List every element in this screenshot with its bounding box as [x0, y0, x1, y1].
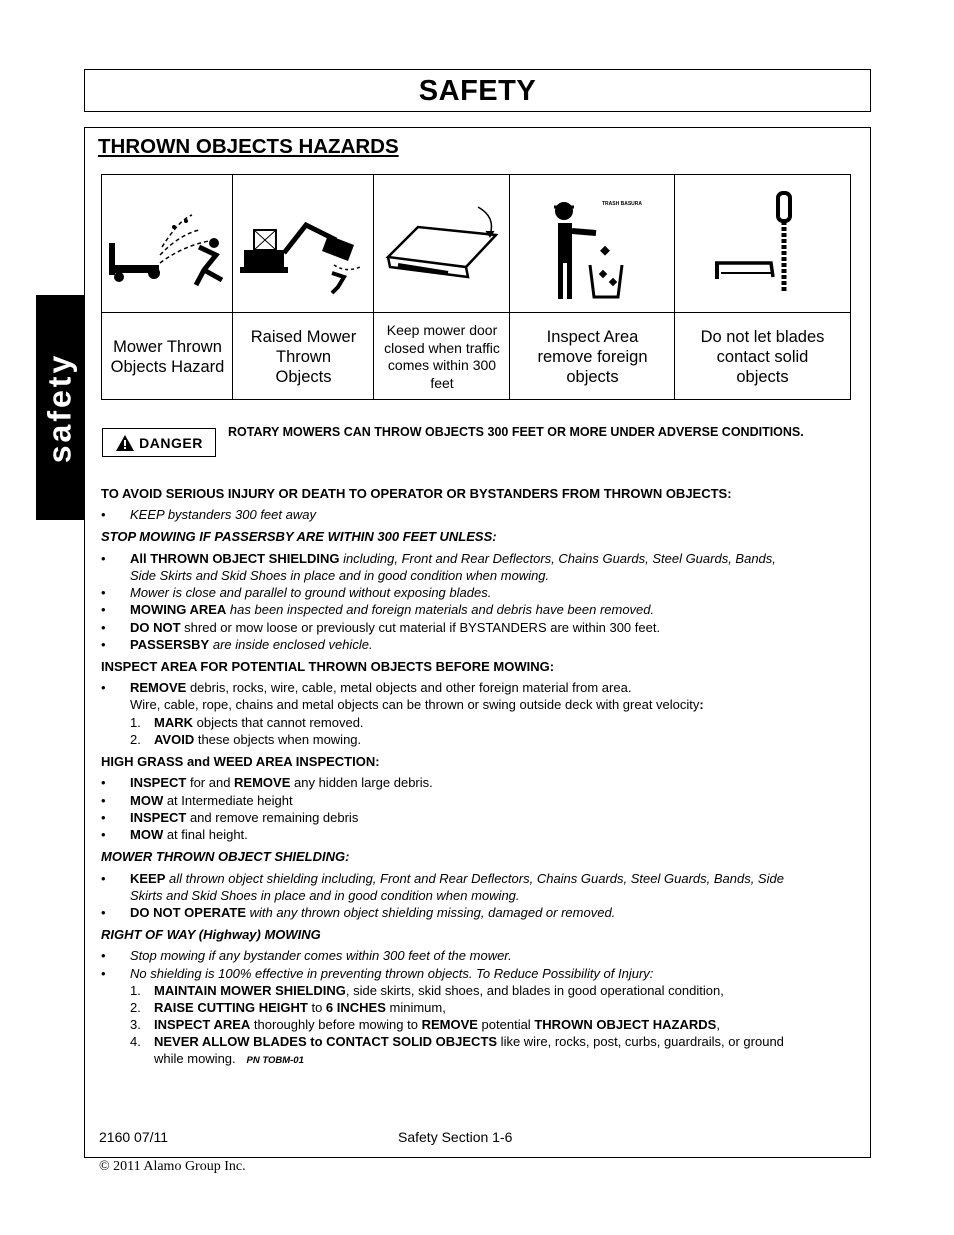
bullet: • [101, 793, 106, 808]
list-item: Mower is close and parallel to ground without exposing blades. [130, 585, 492, 600]
numbered-item: 1. [130, 983, 141, 998]
list-item: DO NOT shred or mow loose or previously cut material if BYSTANDERS are within 300 feet. [130, 620, 661, 635]
numbered-item: 3. [130, 1017, 141, 1032]
bullet: • [101, 551, 106, 566]
hazard-pictogram-table [101, 174, 851, 400]
bullet: • [101, 585, 106, 600]
numbered-item-text: RAISE CUTTING HEIGHT to 6 INCHES minimum, [154, 1000, 446, 1015]
list-item: No shielding is 100% effective in preventing thrown objects. To Reduce Possibility of Injury: [130, 966, 654, 981]
caption-raised-mower: Raised Mower Thrown Objects [250, 328, 357, 386]
bullet: • [101, 637, 106, 652]
list-item: KEEP all thrown object shielding including, Front and Rear Deflectors, Chains Guards, Steel Guards, Bands, Side [130, 871, 784, 886]
caption-inspect-area: Inspect Area remove foreign objects [537, 328, 648, 386]
mower-door-icon [378, 195, 506, 305]
bullet: • [101, 775, 106, 790]
list-item: REMOVE debris, rocks, wire, cable, metal objects and other foreign material from area. [130, 680, 632, 695]
numbered-item: 2. [130, 732, 141, 747]
bullet: • [101, 871, 106, 886]
right-of-way-heading: RIGHT OF WAY (Highway) MOWING [101, 927, 321, 942]
list-item: INSPECT for and REMOVE any hidden large debris. [130, 775, 433, 790]
bullet: • [101, 620, 106, 635]
list-item-continued: Side Skirts and Skid Shoes in place and in good condition when mowing. [130, 568, 550, 583]
table-row-separator [102, 312, 850, 313]
list-item: DO NOT OPERATE with any thrown object shielding missing, damaged or removed. [130, 905, 616, 920]
caption-keep-door-closed: Keep mower door closed when traffic comes within 300 feet [384, 322, 500, 391]
list-item-continued: Wire, cable, rope, chains and metal objects can be thrown or swing outside deck with great velocity: [130, 697, 704, 712]
footer-doc-code: 2160 07/11 [99, 1129, 169, 1145]
list-item: MOW at Intermediate height [130, 793, 293, 808]
list-item: PASSERSBY are inside enclosed vehicle. [130, 637, 373, 652]
keep-bystanders-text: KEEP bystanders 300 feet away [130, 507, 316, 522]
numbered-item-text: NEVER ALLOW BLADES to CONTACT SOLID OBJECTS like wire, rocks, post, curbs, guardrails, or ground [154, 1034, 784, 1049]
list-item: MOWING AREA has been inspected and foreign materials and debris have been removed. [130, 602, 655, 617]
header-box [84, 69, 871, 112]
caption-blade-contact: Do not let blades contact solid objects [700, 328, 825, 386]
page-title: SAFETY [418, 75, 537, 107]
side-tab [36, 295, 84, 520]
bullet: • [101, 905, 106, 920]
bullet: • [101, 810, 106, 825]
bullet: • [101, 966, 106, 981]
bullet: • [101, 827, 106, 842]
bullet: • [101, 680, 106, 695]
list-item: MOW at final height. [130, 827, 248, 842]
numbered-item: 4. [130, 1034, 141, 1049]
footer-section-page: Safety Section 1-6 [398, 1129, 513, 1145]
stop-mowing-heading: STOP MOWING IF PASSERSBY ARE WITHIN 300 FEET UNLESS: [101, 529, 497, 544]
numbered-item: 2. [130, 1000, 141, 1015]
warning-triangle-icon [115, 434, 135, 452]
danger-label: DANGER [139, 434, 203, 451]
trash-bin-label: TRASH BASURA [602, 201, 642, 207]
copyright: © 2011 Alamo Group Inc. [99, 1159, 246, 1174]
caption-mower-thrown-objects: Mower Thrown Objects Hazard [110, 338, 225, 376]
bullet: • [101, 507, 106, 522]
side-tab-label: safety [41, 352, 78, 463]
high-grass-heading: HIGH GRASS and WEED AREA INSPECTION: [101, 754, 380, 769]
thrown-objects-icon [104, 185, 231, 305]
list-item: Stop mowing if any bystander comes within 300 feet of the mower. [130, 948, 512, 963]
list-item: All THROWN OBJECT SHIELDING including, Front and Rear Deflectors, Chains Guards, Steel Guards, Bands, [130, 551, 776, 566]
inspect-area-heading: INSPECT AREA FOR POTENTIAL THROWN OBJECTS BEFORE MOWING: [101, 659, 555, 674]
bullet: • [101, 602, 106, 617]
bullet: • [101, 948, 106, 963]
numbered-item-text: AVOID these objects when mowing. [154, 732, 362, 747]
section-title: THROWN OBJECTS HAZARDS [98, 135, 399, 158]
blade-contact-icon [679, 185, 849, 305]
numbered-item: 1. [130, 715, 141, 730]
numbered-item-text: MARK objects that cannot removed. [154, 715, 364, 730]
list-item: INSPECT and remove remaining debris [130, 810, 359, 825]
avoid-injury-heading: TO AVOID SERIOUS INJURY OR DEATH TO OPERATOR OR BYSTANDERS FROM THROWN OBJECTS: [101, 486, 732, 501]
inspect-area-icon [514, 191, 672, 305]
numbered-item-continued: while mowing. PN TOBM-01 [154, 1051, 304, 1066]
numbered-item-text: INSPECT AREA thoroughly before mowing to REMOVE potential THROWN OBJECT HAZARDS, [154, 1017, 720, 1032]
numbered-item-text: MAINTAIN MOWER SHIELDING, side skirts, skid shoes, and blades in good operational condition, [154, 983, 724, 998]
danger-message: ROTARY MOWERS CAN THROW OBJECTS 300 FEET OR MORE UNDER ADVERSE CONDITIONS. [228, 425, 804, 439]
shielding-heading: MOWER THROWN OBJECT SHIELDING: [101, 849, 350, 864]
raised-mower-icon [236, 195, 371, 305]
danger-sign [102, 428, 216, 457]
list-item-continued: Skirts and Skid Shoes in place and in good condition when mowing. [130, 888, 520, 903]
part-number: PN TOBM-01 [246, 1055, 304, 1066]
